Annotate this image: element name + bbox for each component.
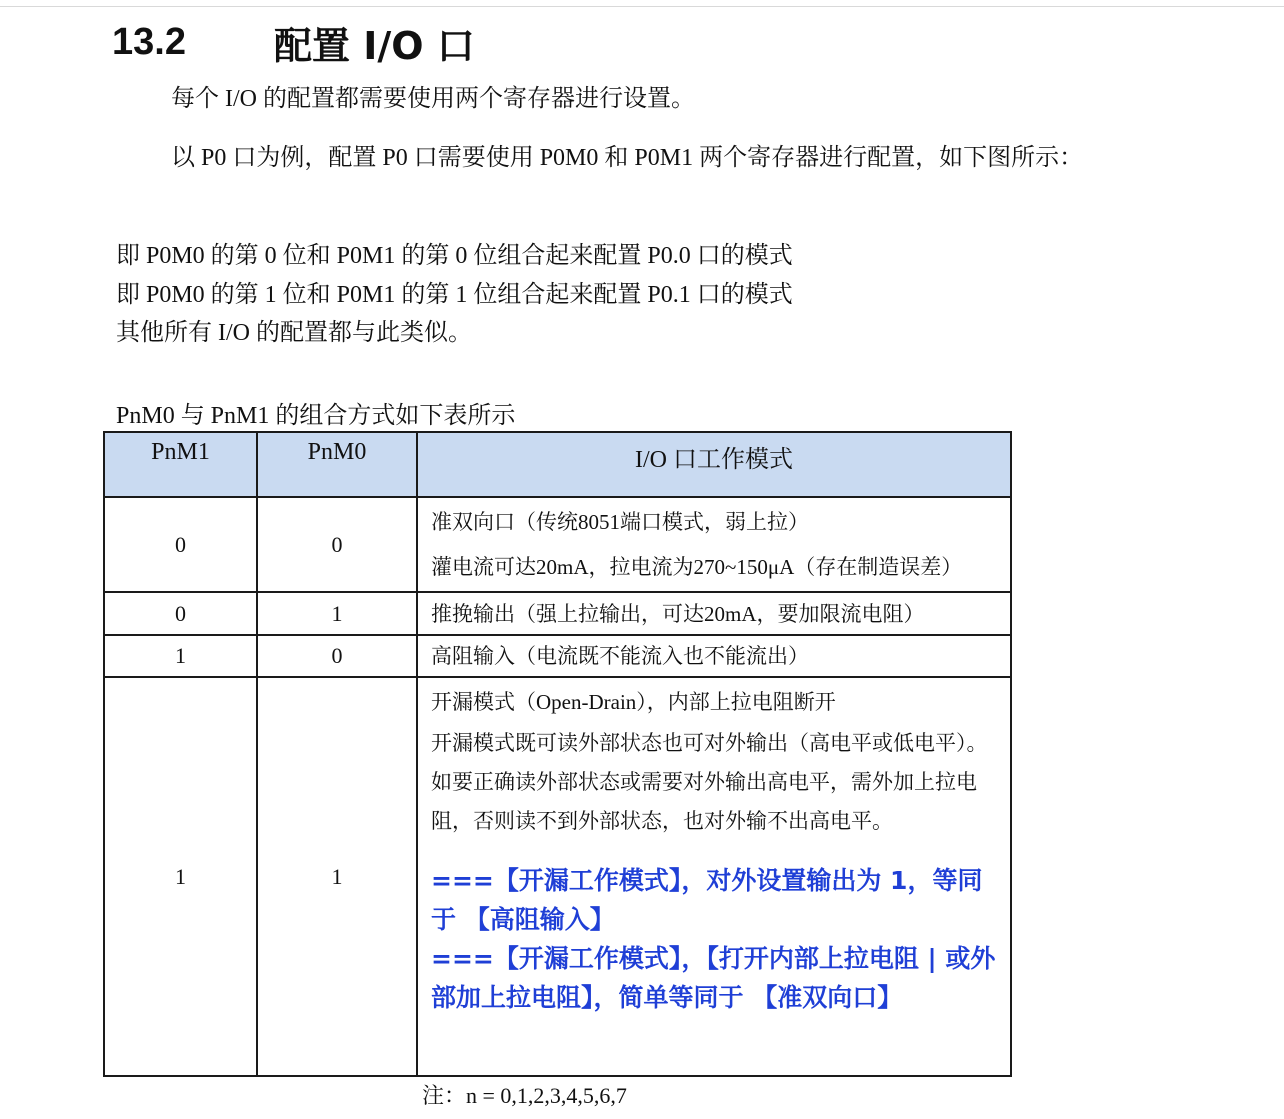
table-row xyxy=(104,497,1011,592)
header-pnm1: PnM1 xyxy=(104,432,257,497)
cell-mode xyxy=(417,677,1011,1076)
mode-text: 灌电流可达20mA，拉电流为270~150μA（存在制造误差） xyxy=(431,555,963,579)
cell-pnm0: 0 xyxy=(257,497,417,592)
table-footnote: 注：n = 0,1,2,3,4,5,6,7 xyxy=(422,1083,627,1108)
cell-mode xyxy=(417,497,1011,592)
intro-paragraph-1: 每个 I/O 的配置都需要使用两个寄存器进行设置。 xyxy=(171,86,695,112)
io-mode-table xyxy=(103,431,1012,1077)
explain-line-2: 即 P0M0 的第 1 位和 P0M1 的第 1 位组合起来配置 P0.1 口的模式 xyxy=(116,282,793,308)
explain-line-3: 其他所有 I/O 的配置都与此类似。 xyxy=(116,320,472,346)
cell-pnm1: 0 xyxy=(104,497,257,592)
mode-text: 准双向口（传统8051端口模式，弱上拉） xyxy=(431,510,809,534)
cell-pnm0: 0 xyxy=(257,635,417,677)
cell-pnm0: 1 xyxy=(257,677,417,1076)
cell-pnm0: 1 xyxy=(257,592,417,635)
intro-paragraph-2: 以 P0 口为例，配置 P0 口需要使用 P0M0 和 P0M1 两个寄存器进行配置，如下图所示： xyxy=(171,145,1084,171)
cell-pnm1: 1 xyxy=(104,635,257,677)
mode-text: 开漏模式既可读外部状态也可对外输出（高电平或低电平）。如要正确读外部状态或需要对外输出高电平，需外加上拉电阻，否则读不到外部状态，也对外输不出高电平。 xyxy=(431,731,988,833)
mode-note: ===【开漏工作模式】，对外设置输出为 1，等同于 【高阻输入】 xyxy=(431,866,983,934)
cell-pnm1: 0 xyxy=(104,592,257,635)
section-title: 配置 I/O 口 xyxy=(274,23,475,68)
section-heading xyxy=(112,14,475,70)
cell-mode xyxy=(417,592,1011,635)
top-divider xyxy=(0,6,1284,7)
table-row xyxy=(104,635,1011,677)
header-pnm0: PnM0 xyxy=(257,432,417,497)
explain-line-1: 即 P0M0 的第 0 位和 P0M1 的第 0 位组合起来配置 P0.0 口的模式 xyxy=(116,243,793,269)
header-io-mode: I/O 口工作模式 xyxy=(417,432,1011,497)
mode-text: 高阻输入（电流既不能流入也不能流出） xyxy=(431,644,809,668)
table-caption: PnM0 与 PnM1 的组合方式如下表所示 xyxy=(116,403,516,429)
cell-pnm1: 1 xyxy=(104,677,257,1076)
mode-note: ===【开漏工作模式】，【打开内部上拉电阻 | 或外部加上拉电阻】，简单等同于 【准双向口】 xyxy=(431,944,996,1012)
table-row xyxy=(104,677,1011,1076)
section-number: 13.2 xyxy=(112,20,186,63)
mode-text: 推挽输出（强上拉输出，可达20mA，要加限流电阻） xyxy=(431,601,925,626)
cell-mode xyxy=(417,635,1011,677)
table-row xyxy=(104,592,1011,635)
mode-text: 开漏模式（Open-Drain），内部上拉电阻断开 xyxy=(431,690,836,714)
table-header-row xyxy=(104,432,1011,497)
